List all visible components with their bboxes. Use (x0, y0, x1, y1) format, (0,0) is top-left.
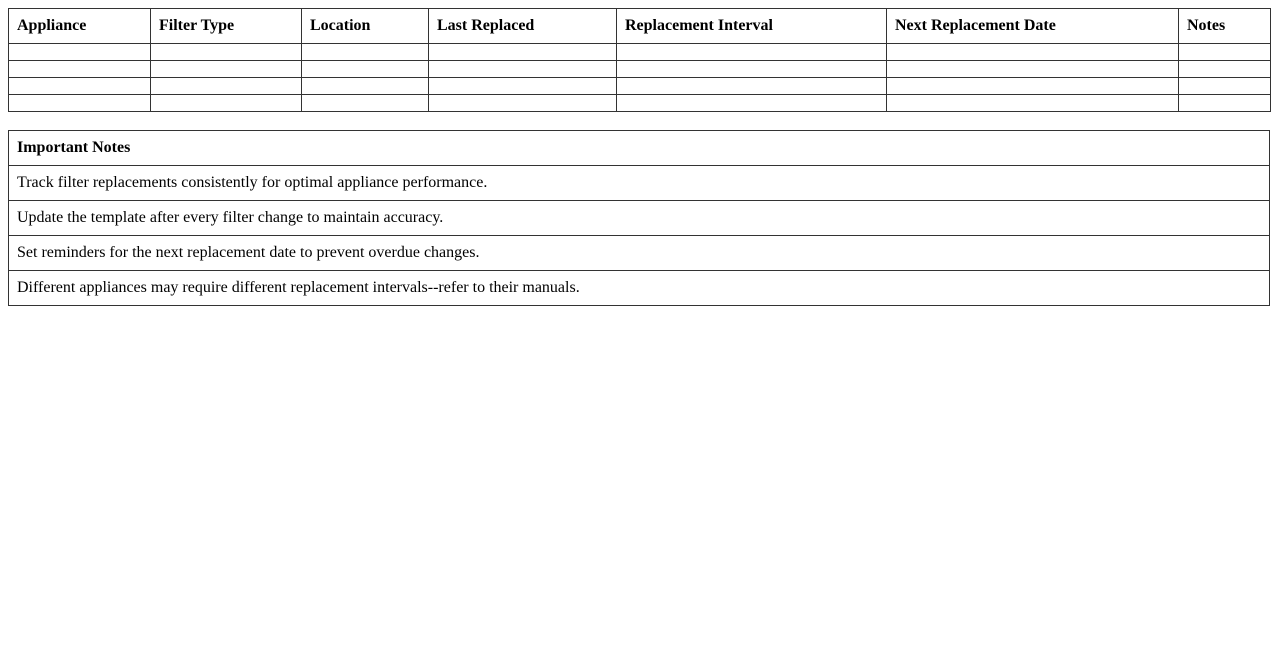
note-item: Update the template after every filter change to maintain accuracy. (9, 201, 1270, 236)
table-cell[interactable] (617, 78, 887, 95)
table-cell[interactable] (1179, 44, 1271, 61)
table-cell[interactable] (887, 78, 1179, 95)
table-cell[interactable] (151, 95, 302, 112)
note-row (9, 201, 1270, 236)
table-cell[interactable] (9, 95, 151, 112)
table-cell[interactable] (1179, 61, 1271, 78)
table-cell[interactable] (617, 95, 887, 112)
column-header-next-replacement-date: Next Replacement Date (887, 9, 1179, 44)
column-header-last-replaced: Last Replaced (429, 9, 617, 44)
table-row (9, 61, 1271, 78)
column-header-replacement-interval: Replacement Interval (617, 9, 887, 44)
table-cell[interactable] (429, 95, 617, 112)
note-item: Track filter replacements consistently for optimal appliance performance. (9, 166, 1270, 201)
notes-header-row (9, 131, 1270, 166)
table-cell[interactable] (1179, 95, 1271, 112)
note-row (9, 236, 1270, 271)
table-cell[interactable] (9, 44, 151, 61)
column-header-notes: Notes (1179, 9, 1271, 44)
column-header-filter-type: Filter Type (151, 9, 302, 44)
column-header-location: Location (302, 9, 429, 44)
table-cell[interactable] (617, 44, 887, 61)
table-row (9, 78, 1271, 95)
table-cell[interactable] (887, 61, 1179, 78)
table-cell[interactable] (429, 78, 617, 95)
table-cell[interactable] (302, 95, 429, 112)
column-header-appliance: Appliance (9, 9, 151, 44)
note-item: Different appliances may require different replacement intervals--refer to their manuals. (9, 271, 1270, 306)
table-cell[interactable] (887, 44, 1179, 61)
table-cell[interactable] (9, 61, 151, 78)
table-cell[interactable] (151, 78, 302, 95)
important-notes-table (8, 130, 1270, 306)
header-row (9, 9, 1271, 44)
table-row (9, 95, 1271, 112)
table-cell[interactable] (617, 61, 887, 78)
table-cell[interactable] (1179, 78, 1271, 95)
table-cell[interactable] (302, 61, 429, 78)
table-cell[interactable] (302, 44, 429, 61)
table-row (9, 44, 1271, 61)
table-cell[interactable] (429, 44, 617, 61)
table-cell[interactable] (302, 78, 429, 95)
table-cell[interactable] (429, 61, 617, 78)
table-cell[interactable] (151, 61, 302, 78)
table-cell[interactable] (9, 78, 151, 95)
note-row (9, 271, 1270, 306)
note-row (9, 166, 1270, 201)
notes-title: Important Notes (9, 131, 1270, 166)
note-item: Set reminders for the next replacement date to prevent overdue changes. (9, 236, 1270, 271)
table-cell[interactable] (887, 95, 1179, 112)
table-cell[interactable] (151, 44, 302, 61)
filter-log-table (8, 8, 1271, 112)
